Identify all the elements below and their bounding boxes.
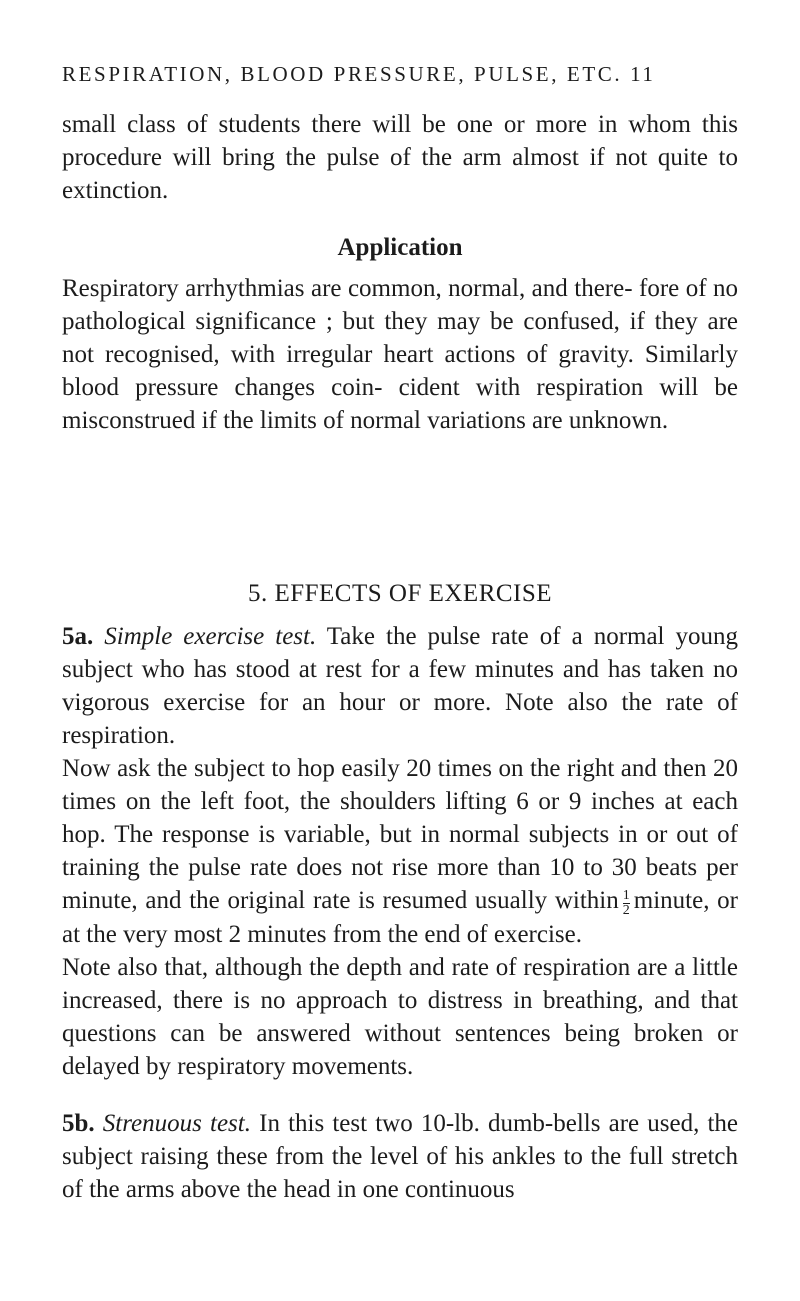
section-5b-paragraph xyxy=(62,1107,738,1206)
section-5a-paragraph xyxy=(62,620,738,752)
intro-paragraph: small class of students there will be one or more in whom this procedure will bring the pulse of the arm almost if not quite to extinction. xyxy=(62,111,738,204)
section-5-heading: 5. EFFECTS OF EXERCISE xyxy=(247,580,553,607)
book-page xyxy=(62,60,738,1206)
running-head: RESPIRATION, BLOOD PRESSURE, PULSE, ETC. 11 xyxy=(62,62,656,86)
application-paragraph: Respiratory arrhythmias are common, normal, and there- fore of no pathological significance ; but they may be confused, if they are not recognised, with irregular heart actions of gravity. Similarly blood pressure changes coin- cident with respiration will be misconstrued if the limits of normal variations are unknown. xyxy=(62,275,738,434)
section-5b-number: 5b. xyxy=(62,1110,95,1137)
hop-test-paragraph xyxy=(62,752,738,951)
half-fraction xyxy=(623,889,630,918)
hop-test-text-before: Now ask the subject to hop easily 20 times on the right and then 20 times on the left foot, the shoulders lifting 6 or 9 inches at each hop. The response is variable, but in normal subjects in or out of training the pulse rate does not rise more than 10 to 30 beats per minute, and the original rate is resumed usually within xyxy=(62,755,738,914)
section-5b-text: In this test two 10-lb. dumb-bells are used, the subject raising these from the level of his ankles to the full stretch of the arms above the head in one continuous xyxy=(62,1110,739,1203)
section-5a-text: Take the pulse rate of a normal young subject who has stood at rest for a few minutes and has taken no vigorous exercise for an hour or more. Note also the rate of respiration. xyxy=(62,623,738,749)
section-5a-title: Simple exercise test. xyxy=(104,623,317,650)
application-heading: Application xyxy=(337,234,463,261)
respiration-note-paragraph: Note also that, although the depth and rate of respiration are a little increased, there is no approach to distress in breathing, and that questions can be answered without sentences being broken or delayed by respiratory movements. xyxy=(62,954,738,1080)
section-5b-title: Strenuous test. xyxy=(102,1110,251,1137)
fraction-numerator: 1 xyxy=(622,888,630,903)
fraction-denominator: 2 xyxy=(622,903,630,918)
section-5a-number: 5a. xyxy=(62,623,94,650)
hop-test-text-after: minute, or at the very most 2 minutes from the end of exercise. xyxy=(62,887,738,948)
